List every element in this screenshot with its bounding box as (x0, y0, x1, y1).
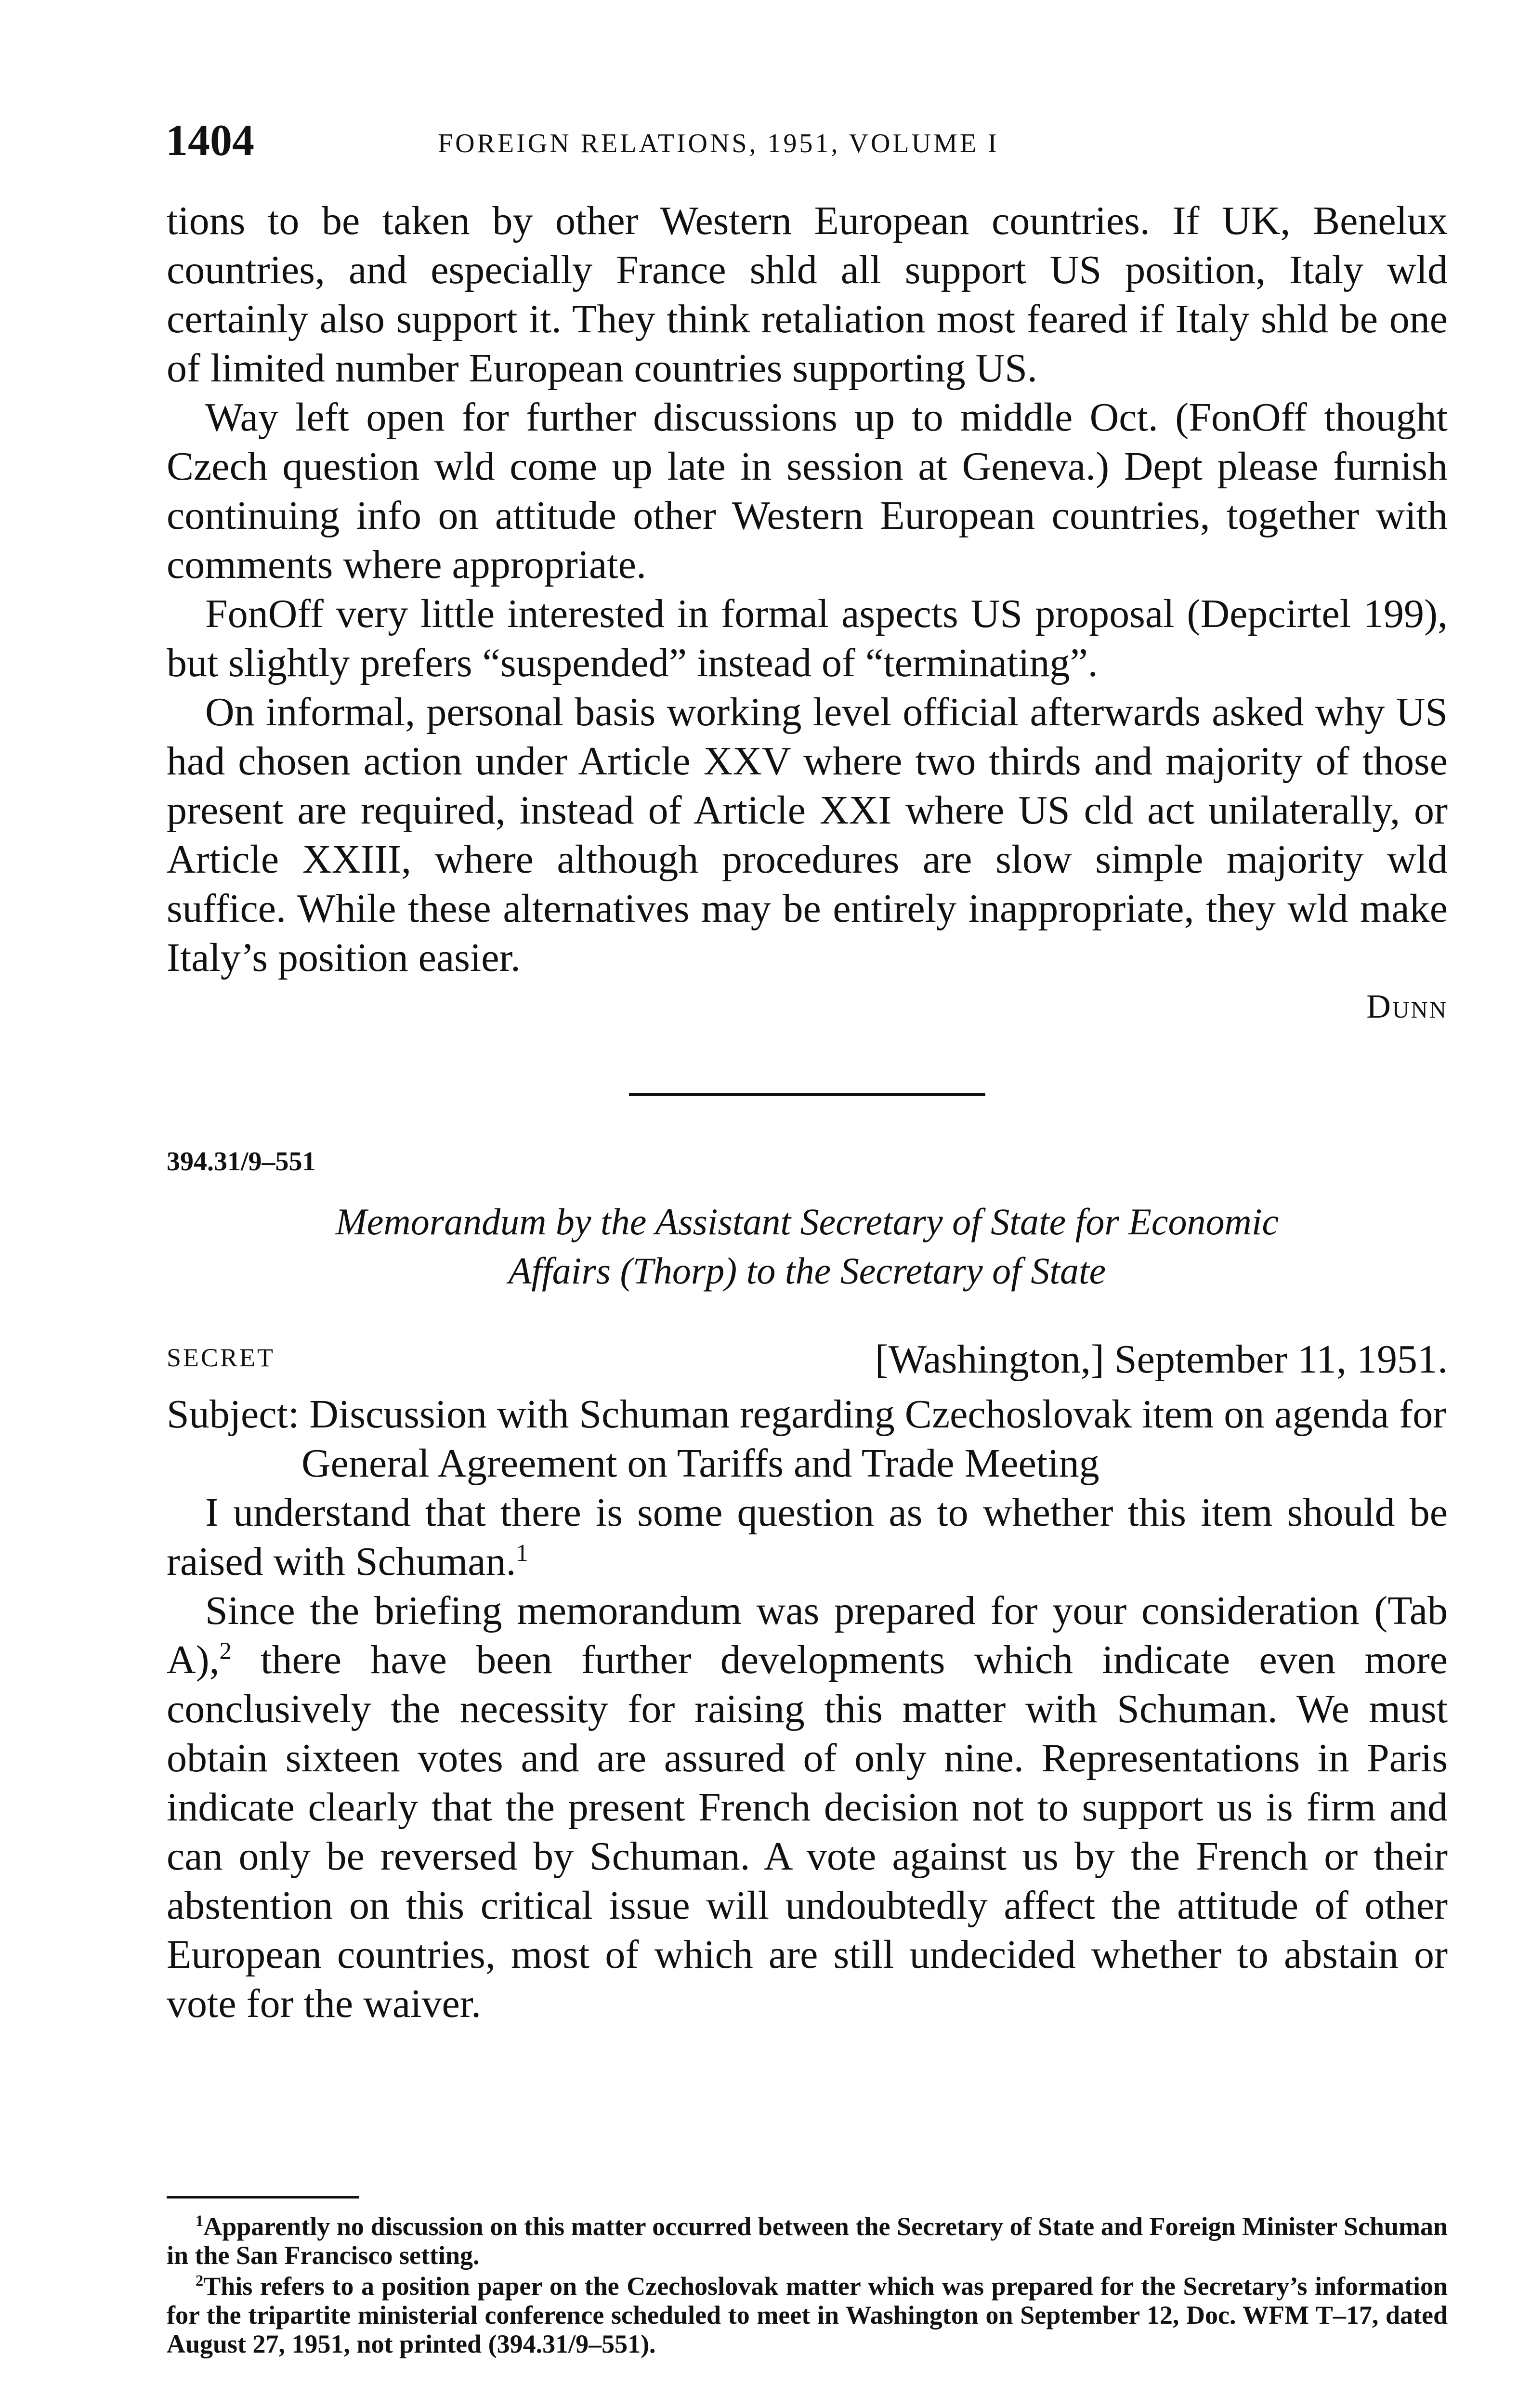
footnote-2-text: This refers to a position paper on the Czechoslovak matter which was prepared for the Secretary’s information for the tripartite ministerial conference scheduled to meet in Washington on September 12, Doc. WFM T–17, dated August 27, 1951, not printed (394.31/9–551). (167, 2272, 1448, 2358)
footnote-1-mark: 1 (196, 2212, 204, 2230)
memo-title-line-2: Affairs (Thorp) to the Secretary of State (508, 1250, 1106, 1292)
dateline: [Washington,] September 11, 1951. (875, 1337, 1448, 1382)
letter-paragraph-2: Way left open for further discussions up to middle Oct. (FonOff thought Czech question wld come up late in session at Geneva.) Dept please furnish continuing info on attitude other Western European countries, together with comments where appropriate. (167, 395, 1448, 587)
page-number: 1404 (166, 116, 254, 165)
memo-title-line-1: Memorandum by the Assistant Secretary of State for Economic (335, 1201, 1279, 1243)
running-head: FOREIGN RELATIONS, 1951, VOLUME I (438, 129, 999, 158)
main-text (167, 196, 1448, 2028)
classification: SECRET (167, 1343, 275, 1372)
memo-paragraph-2-text-b: there have been further developments which indicate even more conclusively the necessity for raising this matter with Schuman. We must obtain sixteen votes and are assured of only nine. Representations in Paris indicate clearly that the present French decision not to support us is firm and can only be reversed by Schuman. A vote against us by the French or their abstention on this critical issue will undoubtedly affect the attitude of other European countries, most of which are still undecided whether to abstain or vote for the waiver. (167, 1637, 1448, 2026)
footnote-1 (167, 2212, 1448, 2270)
letter-paragraph-4: On informal, personal basis working level official afterwards asked why US had chosen action under Article XXV where two thirds and majority of those present are required, instead of Article XXI where US cld act unilaterally, or Article XXIII, where although procedures are slow simple majority wld suffice. While these alternatives may be entirely inappropriate, they wld make Italy’s position easier. (167, 690, 1448, 980)
memo-paragraph-1-text: I understand that there is some question as to whether this item should be raised with Schuman. (167, 1490, 1448, 1584)
signature: Dunn (1366, 988, 1448, 1025)
footnote-ref-1[interactable]: 1 (516, 1539, 528, 1566)
file-number: 394.31/9–551 (167, 1147, 316, 1177)
memo-title (167, 1197, 1448, 1296)
footnote-rule (167, 2196, 359, 2199)
letter-paragraph-1: tions to be taken by other Western European countries. If UK, Benelux countries, and especially France shld all support US position, Italy wld certainly also support it. They think retaliation most feared if Italy shld be one of limited number European countries supporting US. (167, 198, 1448, 391)
footnote-2-mark: 2 (196, 2272, 204, 2290)
footnote-2 (167, 2272, 1448, 2358)
classification-line (167, 1335, 1448, 1384)
memo-paragraph-2-text-a: Since the briefing memorandum was prepared for your consideration (Tab A), (167, 1588, 1448, 1682)
memo-paragraph-2 (167, 1586, 1448, 2028)
subject-line: Subject: Discussion with Schuman regarding Czechoslovak item on agenda for General Agreement on Tariffs and Trade Meeting (167, 1392, 1447, 1486)
page-header (166, 114, 1447, 167)
letter-paragraph-3: FonOff very little interested in formal aspects US proposal (Depcirtel 199), but slightly prefers “suspended” instead of “terminating”. (167, 591, 1448, 685)
footnote-ref-2[interactable]: 2 (219, 1637, 232, 1664)
footnotes (167, 2196, 1448, 2360)
section-divider (629, 1093, 985, 1096)
memo-paragraph-1 (167, 1488, 1448, 1586)
footnote-1-text: Apparently no discussion on this matter occurred between the Secretary of State and Foreign Minister Schuman in the San Francisco setting. (167, 2212, 1448, 2270)
